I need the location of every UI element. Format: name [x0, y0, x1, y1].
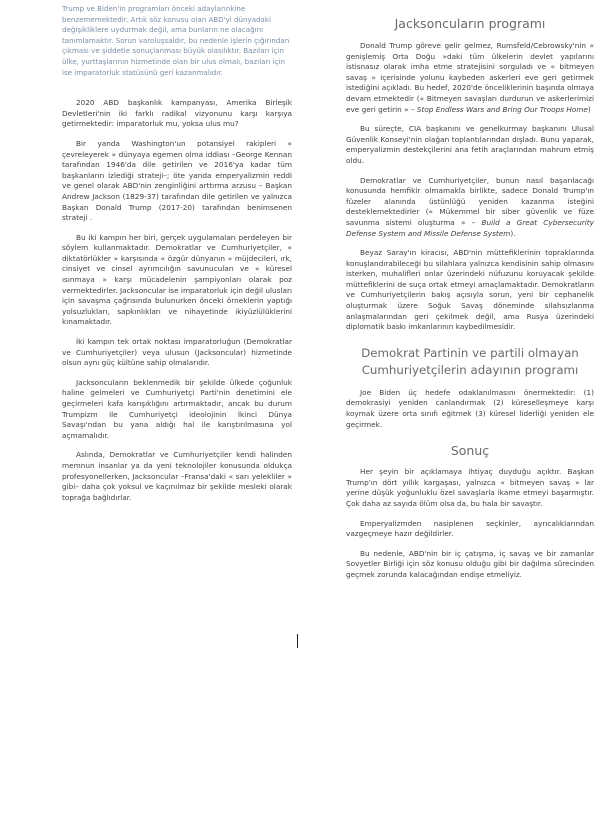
section-heading: Jacksoncuların programı: [394, 16, 546, 31]
paragraph: Aslında, Demokratlar ve Cumhuriyetçiler kendi halinden memnun insanlar ya da yeni teknolojiler konusunda oldukça profesyonellerken, Jacksoncular –Fransa'daki « sarı yelekliler » gibi– daha çok yoksul ve kaçınılmaz bir şekilde mesleki olarak toprağa bağlıdırlar.: [62, 450, 292, 502]
paragraph: Jacksoncuların beklenmedik bir şekilde ülkede çoğunluk haline gelmeleri ve Cumhuriyetçi Parti'nin denetimini ele geçirmeleri kafa karışıklığını artırmaktadır, ancak bu durum Trumpizm ile Cumhuriyetçi ideolojinin İkinci Dünya Savaşı'ndan bu yana aldığı hal ile karıştırılmasına yol açmamalıdır.: [62, 377, 292, 440]
paragraph: Donald Trump göreve gelir gelmez, Rumsfeld/Cebrowsky'nin « genişlemiş Orta Doğu »daki tüm ülkelerin devlet yapılarını istisnasız olarak imha etme stratejisini sorguladı ve « bitmeyen savaş » içerisinde yolunu kaybeden askerleri eve geri getirmek istediğini açıkladı. Bu hedef, 2020'de önceliklerinin başında olmaya devam etmektedir (« Bitmeyen savaşları durdurun ve askerlerimizi eve geri getirin » – Stop Endless Wars and Bring Our Troops Home): [346, 41, 594, 114]
text-cursor: [297, 634, 298, 648]
right-column: [346, 0, 594, 590]
paragraph: Bir yanda Washington'un potansiyel rakipleri « çevreleyerek » dünyaya egemen olma iddiası –George Kennan tarafından 1946'da dile getirilen ve 2016'ya kadar tüm başkanların izlediği strateji–; öte yanda emperyalizmin reddi ve genel olarak ABD'nin zenginliğini arttırma arzusu – Başkan Andrew Jackson (1829-37) tarafından dile getirilen ve yalnızca Başkan Donald Trump (2017-20) tarafından benimsenen strateji .: [62, 138, 292, 223]
paragraph: İki kampın tek ortak noktası imparatorluğun (Demokratlar ve Cumhuriyetçiler) veya ulusun (Jacksoncular) hizmetinde olsun aynı güç kültüne sahip olmalarıdır.: [62, 337, 292, 368]
intro-summary: Trump ve Biden'in programları önceki adaylarınkine benzememektedir. Artık söz konusu olan ABD'yi dünyadaki değişikliklere uydurmak değil, ama bunların ne olacağını tanımlamaktır. Sorun varoluşsaldır, bu nedenle işlerin çığırından çıkması ve şiddetle sonuçlanması büyük olasılıktır. Bazıları için ülke, yurttaşlarının hizmetinde olan bir ulus olmalı, bazıları için ise imparatorluk statüsünü geri kazanmalıdır.: [62, 4, 290, 77]
paragraph: Emperyalizmden nasiplenen seçkinler, ayrıcalıklarından vazgeçmeye hazır değildirler.: [346, 518, 594, 539]
paragraph: Demokratlar ve Cumhuriyetçiler, bunun nasıl başarılacağı konusunda hemfikir olmamakla birlikte, sadece Donald Trump'ın füzeler alanında üstünlüğü yeniden kazanma isteğini desteklemektedirler (« Mükemmel bir siber güvenlik ve füze savunma sistemi oluşturma » – Build a Great Cybersecurity Defense System and Missile Defense System).: [346, 175, 594, 238]
section-heading: Demokrat Partinin ve partili olmayan Cumhuriyetçilerin adayının programı: [361, 345, 579, 377]
paragraph: Bu süreçte, CIA başkanını ve genelkurmay başkanını Ulusal Güvenlik Konseyi'nin olağan toplantılarından dışladı. Bunu yaparak, emperyalizmin destekçilerini ana fetih araçlarından mahrum etmiş oldu.: [346, 124, 594, 165]
paragraph: Joe Biden üç hedefe odaklanılmasını önermektedir: (1) demokrasiyi yeniden canlandırmak (2) küreselleşmeye karşı koymak üzere orta sınıfı eğitmek (3) küresel liderliği yeniden ele geçirmek.: [346, 387, 594, 429]
paragraph: Bu iki kampın her biri, gerçek uygulamaları perdeleyen bir söylem kullanmaktadır. Demokratlar ve Cumhuriyetçiler, « diktatörlükler » karşısında « özgür dünyanın » müjdecileri, ırk, cinsiyet ve cinsel ayrımcılığın savunucuları ve « küresel ısınmaya » karşı mücadelenin şampiyonları olarak poz vermektedirler. Jacksoncular ise imparatorluk için değil ulusları için savaşma çağrısında bulunurken önceki örneklerin yaptığı yolsuzlukları, sapkınlıkları ve nihayetinde ikiyüzlülüklerini kınamaktadır.: [62, 232, 292, 327]
paragraph: Her şeyin bir açıklamaya ihtiyaç duyduğu açıktır. Başkan Trump'ın dört yıllık kargaşası, yalnızca « bitmeyen savaş » lar yerine düşük yoğunluklu özel savaşlarla ikame etmeyi başarmıştır. Çok daha az sayıda ölüm olsa da, bu hala bir savaştır.: [346, 467, 594, 508]
paragraph: Bu nedenle, ABD'nin bir iç çatışma, iç savaş ve bir zamanlar Sovyetler Birliği için söz konusu olduğu gibi bir dağılma sürecinden geçmek zorunda kalacağından endişe etmeliyiz.: [346, 548, 594, 579]
paragraph: 2020 ABD başkanlık kampanyası, Amerika Birleşik Devletleri'nin iki farklı radikal vizyonunu karşı karşıya getirmektedir: imparatorluk mu, yoksa ulus mu?: [62, 98, 292, 129]
paragraph: Beyaz Saray'ın kiracısı, ABD'nin müttefiklerinin topraklarında konuşlandırabileceği bu silahlara yalnızca kendisinin sahip olmasını isterken, muhalifleri onlar üzerindeki nüfuzunu koruyacak şekilde müttefiklerini de suça ortak etmeyi amaçlamaktadır. Demokratların ve Cumhuriyetçilerin bakış açısıyla sorun, yeni bir cephanelik oluşturmak üzere Soğuk Savaş döneminde silahsızlanma anlaşmalarından geri çekilmek değil, ama Rusya üzerindeki diplomatik baskı imkanlarının kaybedilmesidir.: [346, 248, 594, 332]
left-column: [62, 0, 292, 512]
section-heading: Sonuç: [450, 443, 490, 459]
